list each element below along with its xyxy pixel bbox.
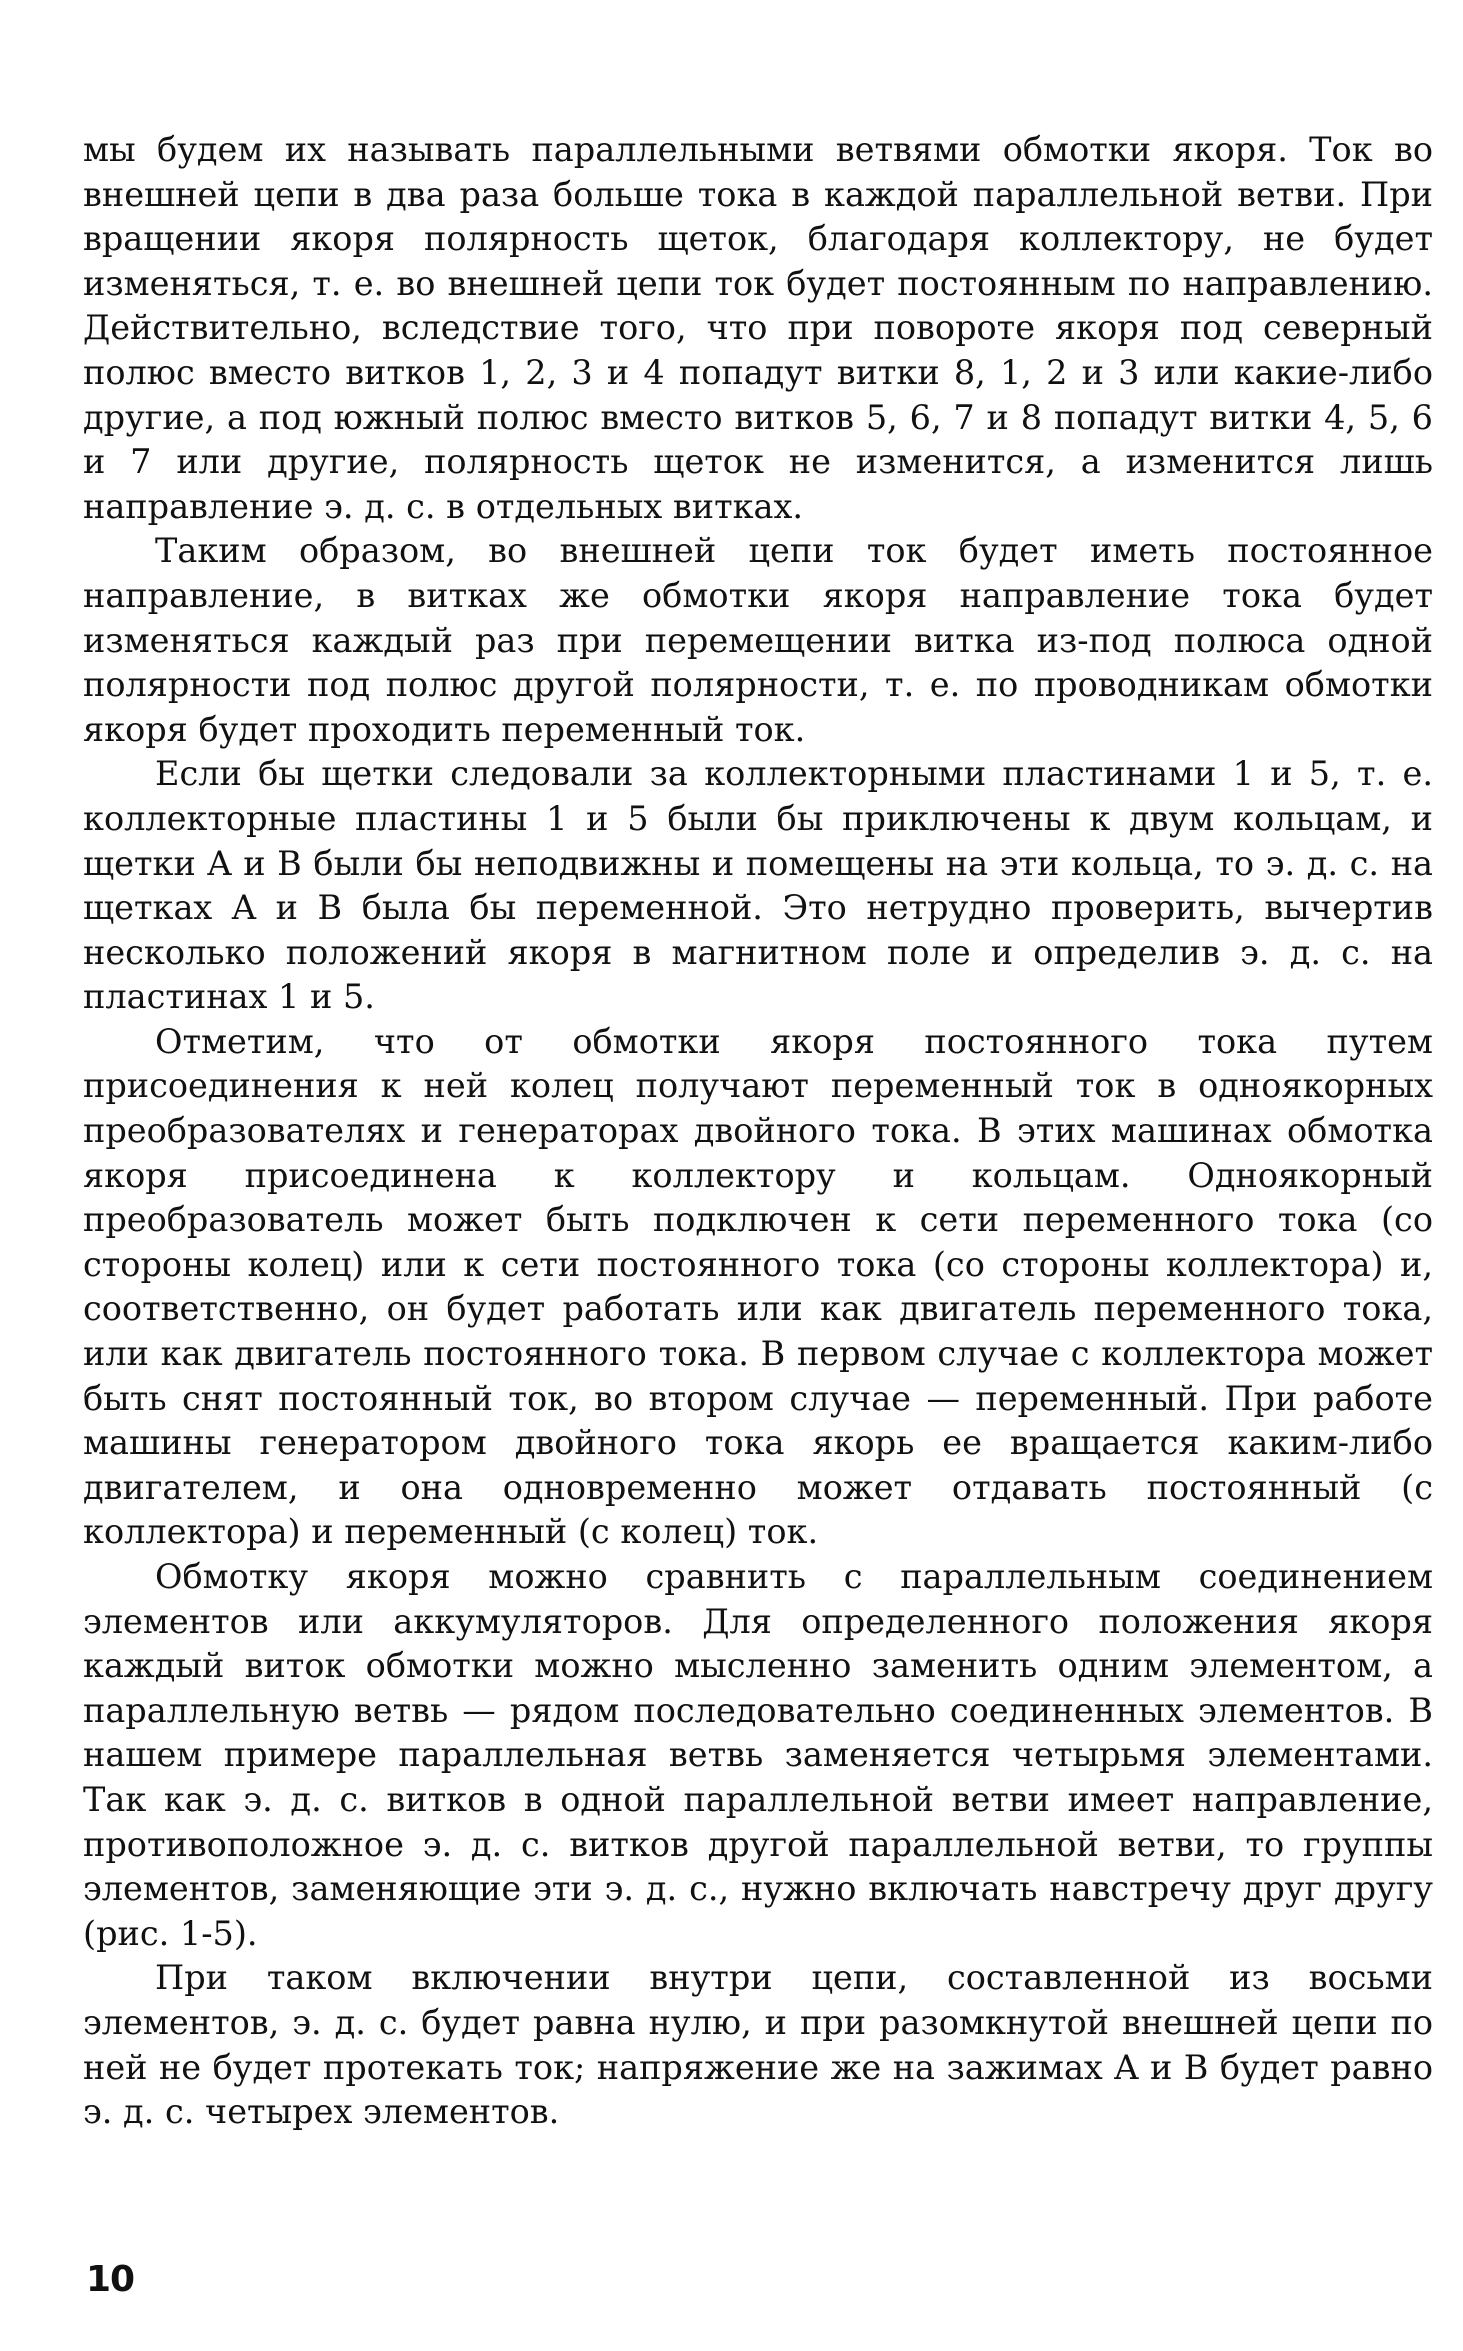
page-body <box>83 128 1433 2135</box>
paragraph-1: мы будем их называть параллельными ветвями обмотки якоря. Ток во внешней цепи в два раза больше тока в каждой параллельной ветви. При вращении якоря полярность щеток, благодаря коллектору, не будет изменяться, т. е. во внешней цепи ток будет постоянным по направлению. Действительно, вследствие того, что при повороте якоря под северный полюс вместо витков 1, 2, 3 и 4 попадут витки 8, 1, 2 и 3 или какие-либо другие, а под южный полюс вместо витков 5, 6, 7 и 8 попадут витки 4, 5, 6 и 7 или другие, полярность щеток не изменится, а изменится лишь направление э. д. с. в отдельных витках. <box>83 130 1433 526</box>
paragraph-5: Обмотку якоря можно сравнить с параллельным соединением элементов или аккумуляторов. Для определенного положения якоря каждый виток обмотки можно мысленно заменить одним элементом, а параллельную ветвь — рядом последовательно соединенных элементов. В нашем примере параллельная ветвь заменяется четырьмя элементами. Так как э. д. с. витков в одной параллельной ветви имеет направление, противоположное э. д. с. витков другой параллельной ветви, то группы элементов, заменяющие эти э. д. с., нужно включать навстречу друг другу (рис. 1-5). <box>83 1557 1433 1953</box>
paragraph-4: Отметим, что от обмотки якоря постоянного тока путем присоединения к ней колец получают переменный ток в одноякорных преобразователях и генераторах двойного тока. В этих машинах обмотка якоря присоединена к коллектору и кольцам. Одноякорный преобразователь может быть подключен к сети переменного тока (со стороны колец) или к сети постоянного тока (со стороны коллектора) и, соответственно, он будет работать или как двигатель переменного тока, или как двигатель постоянного тока. В первом случае с коллектора может быть снят постоянный ток, во втором случае — переменный. При работе машины генератором двойного тока якорь ее вращается каким-либо двигателем, и она одновременно может отдавать постоянный (с коллектора) и переменный (с колец) ток. <box>83 1021 1433 1552</box>
paragraph-3: Если бы щетки следовали за коллекторными пластинами 1 и 5, т. е. коллекторные пластины 1 и 5 были бы приключены к двум кольцам, и щетки A и B были бы неподвижны и помещены на эти кольца, то э. д. с. на щетках A и B была бы переменной. Это нетрудно проверить, вычертив несколько положений якоря в магнитном поле и определив э. д. с. на пластинах 1 и 5. <box>83 754 1433 1017</box>
paragraph-6: При таком включении внутри цепи, составленной из восьми элементов, э. д. с. будет равна нулю, и при разомкнутой внешней цепи по ней не будет протекать ток; напряжение же на зажимах A и B будет равно э. д. с. четырех элементов. <box>83 1958 1433 2132</box>
page-number: 10 <box>86 2259 135 2300</box>
paragraph-2: Таким образом, во внешней цепи ток будет иметь постоянное направление, в витках же обмотки якоря направление тока будет изменяться каждый раз при перемещении витка из-под полюса одной полярности под полюс другой полярности, т. е. по проводникам обмотки якоря будет проходить переменный ток. <box>83 531 1433 749</box>
